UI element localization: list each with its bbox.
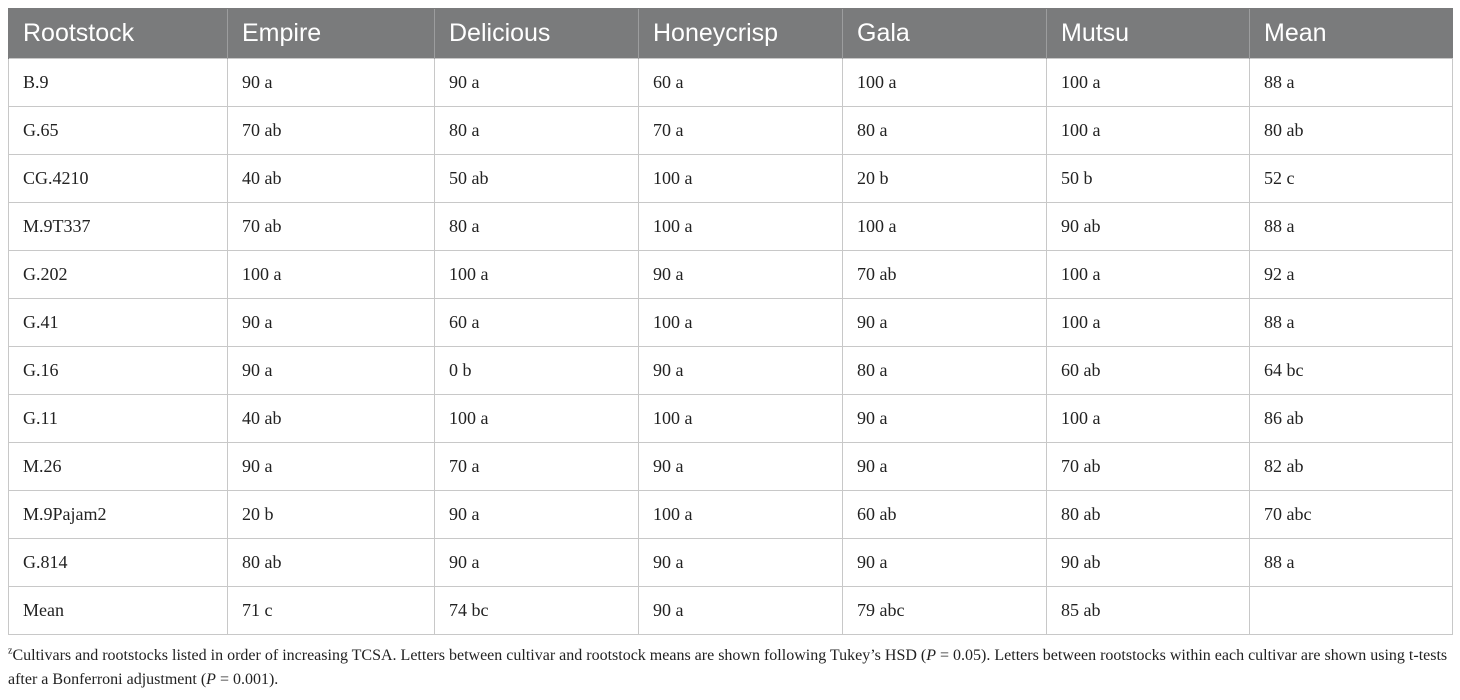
value-cell: 100 a [435,395,639,443]
table-row [9,251,1453,299]
table-row [9,491,1453,539]
value-cell: 82 ab [1250,443,1453,491]
rootstock-cell: G.41 [9,299,228,347]
rootstock-cell: G.65 [9,107,228,155]
value-cell: 60 a [435,299,639,347]
value-cell: 88 a [1250,59,1453,107]
value-cell: 100 a [639,395,843,443]
value-cell: 88 a [1250,299,1453,347]
value-cell: 88 a [1250,203,1453,251]
value-cell: 90 a [639,539,843,587]
value-cell: 90 ab [1047,539,1250,587]
value-cell: 52 c [1250,155,1453,203]
value-cell: 100 a [639,299,843,347]
value-cell: 20 b [843,155,1047,203]
column-header: Mean [1250,9,1453,59]
value-cell: 0 b [435,347,639,395]
value-cell: 60 ab [1047,347,1250,395]
value-cell: 100 a [1047,107,1250,155]
table-body [9,59,1453,635]
table-row [9,107,1453,155]
value-cell: 70 ab [1047,443,1250,491]
value-cell: 80 a [435,107,639,155]
value-cell: 79 abc [843,587,1047,635]
value-cell: 40 ab [228,155,435,203]
table-row [9,443,1453,491]
table-header-row [9,9,1453,59]
table-row [9,539,1453,587]
rootstock-cell: M.9Pajam2 [9,491,228,539]
p-symbol: P [206,671,216,688]
value-cell: 70 ab [843,251,1047,299]
data-table-container [8,8,1452,635]
value-cell: 90 a [435,539,639,587]
value-cell: 100 a [843,59,1047,107]
data-table [8,8,1453,635]
value-cell: 80 ab [1250,107,1453,155]
value-cell: 90 a [435,59,639,107]
value-cell: 92 a [1250,251,1453,299]
value-cell: 80 a [435,203,639,251]
p-symbol: P [926,647,937,664]
column-header: Delicious [435,9,639,59]
value-cell: 90 a [639,587,843,635]
column-header: Rootstock [9,9,228,59]
rootstock-cell: Mean [9,587,228,635]
value-cell: 60 ab [843,491,1047,539]
value-cell: 70 abc [1250,491,1453,539]
value-cell: 90 a [639,443,843,491]
rootstock-cell: G.202 [9,251,228,299]
footnote-text-3: = 0.001). [215,671,279,688]
rootstock-cell: B.9 [9,59,228,107]
footnote-text-2: = 0.05). Letters between rootstocks within each cultivar are shown using t-tests after a Bonferroni adjustment ( [8,647,1448,688]
table-row [9,347,1453,395]
rootstock-cell: M.26 [9,443,228,491]
value-cell: 86 ab [1250,395,1453,443]
value-cell: 90 a [639,347,843,395]
table-row [9,395,1453,443]
rootstock-cell: CG.4210 [9,155,228,203]
value-cell: 90 a [228,299,435,347]
value-cell: 100 a [639,155,843,203]
table-row [9,587,1453,635]
column-header: Mutsu [1047,9,1250,59]
value-cell: 80 ab [1047,491,1250,539]
column-header: Gala [843,9,1047,59]
value-cell: 85 ab [1047,587,1250,635]
column-header: Honeycrisp [639,9,843,59]
value-cell: 80 ab [228,539,435,587]
value-cell: 90 a [843,299,1047,347]
value-cell: 60 a [639,59,843,107]
value-cell: 71 c [228,587,435,635]
table-footnote [8,644,1456,692]
value-cell: 90 a [228,443,435,491]
value-cell: 90 a [435,491,639,539]
table-row [9,155,1453,203]
value-cell: 100 a [1047,251,1250,299]
value-cell: 100 a [228,251,435,299]
table-row [9,59,1453,107]
column-header: Empire [228,9,435,59]
value-cell: 90 ab [1047,203,1250,251]
value-cell: 100 a [435,251,639,299]
value-cell: 80 a [843,107,1047,155]
value-cell [1250,587,1453,635]
rootstock-cell: M.9T337 [9,203,228,251]
value-cell: 90 a [639,251,843,299]
value-cell: 100 a [1047,395,1250,443]
value-cell: 70 ab [228,107,435,155]
value-cell: 20 b [228,491,435,539]
table-row [9,299,1453,347]
value-cell: 90 a [228,347,435,395]
value-cell: 100 a [843,203,1047,251]
value-cell: 90 a [843,395,1047,443]
rootstock-cell: G.16 [9,347,228,395]
value-cell: 90 a [843,443,1047,491]
value-cell: 90 a [843,539,1047,587]
value-cell: 100 a [1047,299,1250,347]
value-cell: 64 bc [1250,347,1453,395]
value-cell: 100 a [639,203,843,251]
value-cell: 40 ab [228,395,435,443]
rootstock-cell: G.814 [9,539,228,587]
value-cell: 74 bc [435,587,639,635]
value-cell: 70 a [639,107,843,155]
value-cell: 100 a [639,491,843,539]
value-cell: 80 a [843,347,1047,395]
value-cell: 90 a [228,59,435,107]
value-cell: 100 a [1047,59,1250,107]
value-cell: 50 ab [435,155,639,203]
table-row [9,203,1453,251]
footnote-marker: z [8,645,13,657]
value-cell: 70 a [435,443,639,491]
value-cell: 88 a [1250,539,1453,587]
value-cell: 50 b [1047,155,1250,203]
value-cell: 70 ab [228,203,435,251]
rootstock-cell: G.11 [9,395,228,443]
footnote-text-1: Cultivars and rootstocks listed in order of increasing TCSA. Letters between cultivar and rootstock means are shown following Tukey’s HSD ( [12,647,927,664]
